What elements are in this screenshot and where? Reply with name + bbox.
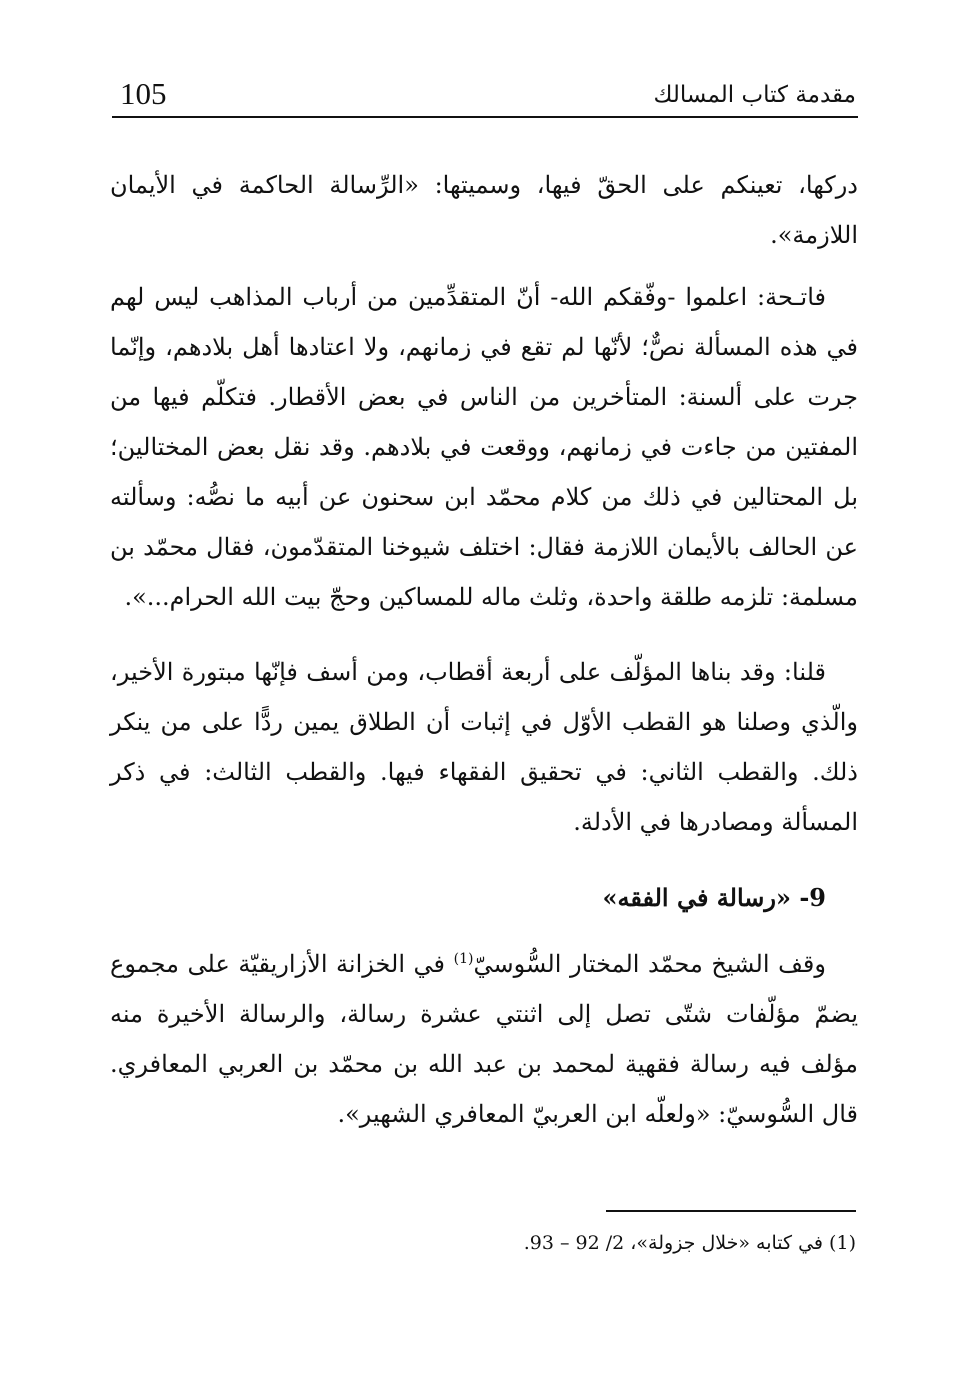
paragraph-2: فاتـحة: اعلموا -وفّقكم الله- أنّ المتقدِّمين من أرباب المذاهب ليس لهم في هذه المسألة نصٌّ؛ لأنّها لم تقع في زمانهم، ولا اعتادها أهل بلادهم، وإنّما جرت على ألسنة: المتأخرين من الناس في بعض الأقطار. فتكلّم فيها من المفتين من جاءت في زمانهم، ووقعت في بلادهم. وقد نقل بعض المختالين؛ بل المحتالين في ذلك من كلام محمّد ابن سحنون عن أبيه ما نصُّه: وسألته عن الحالف بالأيمان اللازمة فقال: اختلف شيوخنا المتقدّمون، فقال محمّد بن مسلمة: تلزمه طلقة واحدة، وثلث ماله للمساكين وحجّ بيت الله الحرام...». — [110, 283, 859, 611]
footnote: (1) في كتابه «خلال جزولة»، 2/ 92 – 93. — [523, 1232, 856, 1254]
paragraph-3: قلنا: وقد بناها المؤلّف على أربعة أقطاب، ومن أسف فإنّها مبتورة الأخير، والّذي وصلنا هو القطب الأوّل في إثبات أن الطلاق يمين ردًّا على من ينكر ذلك. والقطب الثاني: في تحقيق الفقهاء فيها. والقطب الثالث: في ذكر المسألة ومصادرها في الأدلة. — [110, 658, 858, 836]
page-header — [112, 68, 856, 116]
paragraph-1: دركها، تعينكم على الحقّ فيها، وسميتها: «الرِّسالة الحاكمة في الأيمان اللازمة». — [110, 171, 858, 249]
page-number: 105 — [120, 76, 167, 111]
footnote-rule — [606, 1210, 856, 1212]
running-title: مقدمة كتاب المسالك — [653, 82, 856, 108]
section-heading: 9- «رسالة في الفقه» — [602, 883, 826, 912]
paragraph-4 — [110, 939, 858, 1139]
paragraph-4-after-note: في الخزانة الأزاريقيّة على مجموع يضمّ مؤلّفات شتّى تصل إلى اثنتي عشرة رسالة، والرسالة الأخيرة منه مؤلف فيه رسالة فقهية لمحمد بن عبد الله بن محمّد بن العربي المعافري. قال السُّوسيّ: «ولعلّه ابن العربيّ المعافري الشهير». — [110, 950, 858, 1128]
paragraph-4-before-note: وقف الشيخ محمّد المختار السُّوسيّ — [473, 950, 826, 978]
footnote-reference: (1) — [453, 951, 474, 967]
header-rule — [112, 116, 858, 118]
page-body — [110, 160, 858, 1139]
